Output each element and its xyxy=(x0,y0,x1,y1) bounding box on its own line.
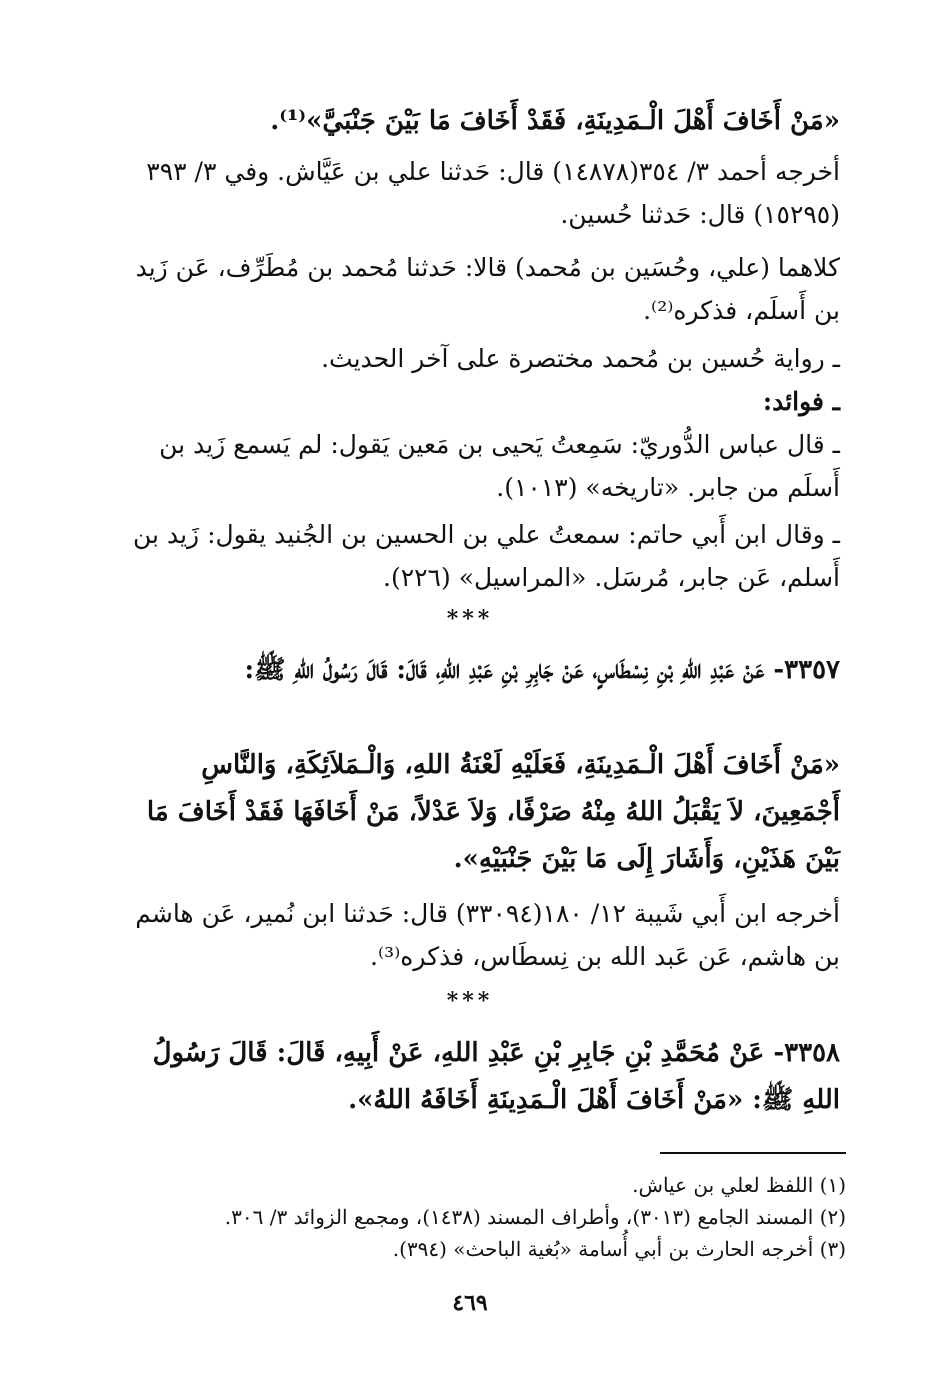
footnote-3: (٣) أخرجه الحارث بن أبي أُسامة «بُغية الباحث» (٣٩٤). xyxy=(392,1237,846,1261)
takhrij-paragraph-2: كلاهما (علي، وحُسَين بن مُحمد) قالا: حَدثنا مُحمد بن مُطَرِّف، عَن زَيد بن أَسلَم، فذكره⁽²⁾. xyxy=(135,253,840,325)
benefit-1: ـ قال عباس الدُّوريّ: سَمِعتُ يَحيى بن مَعين يَقول: لم يَسمع زَيد بن أَسلَم من جابر. «تاريخه» (١٠١٣). xyxy=(159,430,840,502)
takhrij-paragraph-1: أخرجه أحمد ٣/ ٣٥٤(١٤٨٧٨) قال: حَدثنا علي بن عَيَّاش. وفي ٣/ ٣٩٣ (١٥٢٩٥) قال: حَدثنا حُسين. xyxy=(146,157,840,229)
footnote-2: (٢) المسند الجامع (٣٠١٣)، وأطراف المسند (١٤٣٨)، ومجمع الزوائد ٣/ ٣٠٦. xyxy=(224,1205,846,1229)
footnote-divider xyxy=(660,1152,846,1154)
footnote-1: (١) اللفظ لعلي بن عياش. xyxy=(632,1173,846,1197)
section-separator-1: *** xyxy=(446,606,494,632)
hadith-quote-1: «مَنْ أَخَافَ أَهْلَ الْـمَدِينَةِ، فَقَدْ أَخَافَ مَا بَيْنَ جَنْبَيَّ»⁽¹⁾. xyxy=(270,106,840,136)
hadith-heading-3357: ٣٣٥٧- عَنْ عَبْدِ اللهِ بْنِ نِسْطَاسٍ، عَنْ جَابِرِ بْنِ عَبْدِ اللهِ، قَالَ: قَالَ رَسُولُ اللهِ ﷺ: xyxy=(244,655,840,685)
benefits-heading: ـ فوائد: xyxy=(762,387,840,416)
section-separator-2: *** xyxy=(446,988,494,1014)
hadith-quote-3357: «مَنْ أَخَافَ أَهْلَ الْـمَدِينَةِ، فَعَلَيْهِ لَعْنَةُ اللهِ، وَالْـمَلاَئِكَةِ، وَالنَّاسِ أَجْمَعِينَ، لاَ يَقْبَلُ اللهُ مِنْهُ صَرْفًا، وَلاَ عَدْلاً، مَنْ أَخَافَهَا فَقَدْ أَخَافَ مَا بَيْنَ هَذَيْنِ، وَأَشَارَ إِلَى مَا بَيْنَ جَنْبَيْهِ». xyxy=(146,750,840,874)
page-number: ٤٦٩ xyxy=(452,1290,488,1316)
narration-note: ـ رواية حُسين بن مُحمد مختصرة على آخر الحديث. xyxy=(321,344,840,373)
takhrij-paragraph-3357: أخرجه ابن أَبي شَيبة ١٢/ ١٨٠(٣٣٠٩٤) قال: حَدثنا ابن نُمير، عَن هاشم بن هاشم، عَن عَبد الله بن نِسطَاس، فذكره⁽³⁾. xyxy=(135,899,840,971)
hadith-heading-3358: ٣٣٥٨- عَنْ مُحَمَّدِ بْنِ جَابِرِ بْنِ عَبْدِ اللهِ، عَنْ أَبِيهِ، قَالَ: قَالَ رَسُولُ اللهِ ﷺ: «مَنْ أَخَافَ أَهْلَ الْـمَدِينَةِ أَخَافَهُ اللهُ». xyxy=(152,1038,840,1115)
benefit-2: ـ وقال ابن أَبي حاتم: سمعتُ علي بن الحسين بن الجُنيد يقول: زَيد بن أَسلم، عَن جابر، مُرسَل. «المراسيل» (٢٢٦). xyxy=(133,520,840,592)
